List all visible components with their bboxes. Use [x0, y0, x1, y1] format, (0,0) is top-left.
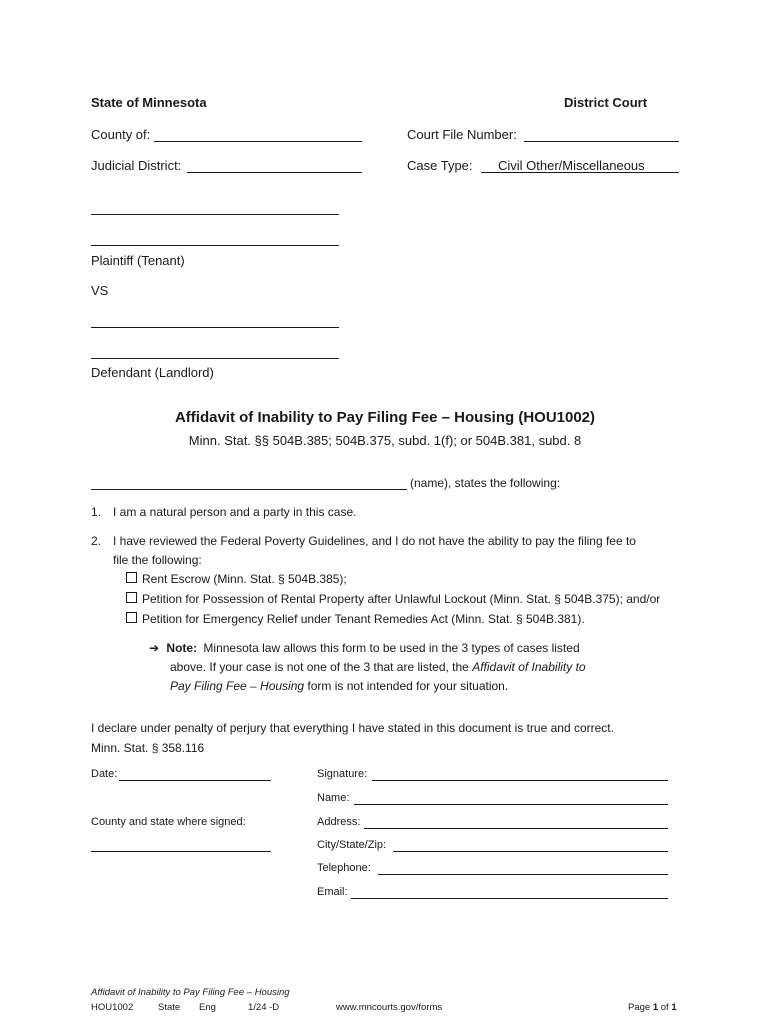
- note-line-1: [149, 641, 580, 655]
- signature-field[interactable]: [372, 780, 668, 781]
- footer-revision: 1/24 -D: [248, 1002, 280, 1013]
- name-label: Name:: [317, 792, 350, 804]
- county-label: County of:: [91, 127, 151, 142]
- email-label: Email:: [317, 886, 348, 898]
- item-1-number: 1.: [91, 505, 102, 519]
- city-state-zip-field[interactable]: [393, 851, 668, 852]
- county-state-signed-label: County and state where signed:: [91, 816, 246, 828]
- page-of: of: [658, 1002, 672, 1013]
- county-field[interactable]: [154, 141, 362, 142]
- court-file-number-label: Court File Number:: [407, 127, 517, 142]
- option-emergency-relief-label: Petition for Emergency Relief under Tenant Remedies Act (Minn. Stat. § 504B.381).: [142, 612, 585, 626]
- telephone-field[interactable]: [378, 874, 668, 875]
- state-heading: State of Minnesota: [91, 95, 207, 110]
- plaintiff-label: Plaintiff (Tenant): [91, 253, 185, 268]
- city-state-zip-label: City/State/Zip:: [317, 839, 387, 851]
- intro-text: (name), states the following:: [410, 476, 561, 490]
- date-label: Date:: [91, 768, 118, 780]
- affiant-name-field[interactable]: [91, 489, 407, 490]
- option-rent-escrow-label: Rent Escrow (Minn. Stat. § 504B.385);: [142, 572, 347, 586]
- county-state-signed-field[interactable]: [91, 851, 271, 852]
- footer-jurisdiction: State: [158, 1002, 181, 1013]
- form-title: Affidavit of Inability to Pay Filing Fee – Housing (HOU1002): [174, 409, 596, 426]
- note-line-3: [170, 679, 508, 693]
- name-field[interactable]: [354, 804, 668, 805]
- option-unlawful-lockout-label: Petition for Possession of Rental Property after Unlawful Lockout (Minn. Stat. § 504B.375); and/or: [142, 592, 661, 606]
- note-text-line-3: form is not intended for your situation.: [304, 679, 509, 693]
- defendant-line-2[interactable]: [91, 358, 339, 359]
- email-field[interactable]: [351, 898, 668, 899]
- defendant-label: Defendant (Landlord): [91, 365, 214, 380]
- case-type-label: Case Type:: [407, 158, 473, 173]
- note-text-line-2: above. If your case is not one of the 3 that are listed, the: [170, 660, 473, 674]
- judicial-district-field[interactable]: [187, 172, 362, 173]
- footer-form-code: HOU1002: [91, 1002, 134, 1013]
- note-form-name-part-1: Affidavit of Inability to: [472, 660, 586, 674]
- checkbox-unlawful-lockout[interactable]: [126, 592, 137, 603]
- item-1-text: I am a natural person and a party in this case.: [113, 505, 357, 519]
- checkbox-emergency-relief[interactable]: [126, 612, 137, 623]
- court-heading: District Court: [564, 95, 648, 110]
- footer-website: www.mncourts.gov/forms: [336, 1002, 443, 1013]
- date-field[interactable]: [119, 780, 271, 781]
- address-label: Address:: [317, 816, 361, 828]
- item-2-number: 2.: [91, 534, 102, 548]
- note-text-line-1: Minnesota law allows this form to be used in the 3 types of cases listed: [203, 641, 580, 655]
- plaintiff-line-1[interactable]: [91, 214, 339, 215]
- address-field[interactable]: [364, 828, 668, 829]
- declaration-text: I declare under penalty of perjury that everything I have stated in this document is true and correct.: [91, 721, 614, 735]
- judicial-district-label: Judicial District:: [91, 158, 182, 173]
- option-emergency-relief[interactable]: [126, 612, 585, 626]
- court-file-number-field[interactable]: [524, 141, 679, 142]
- signature-label: Signature:: [317, 768, 368, 780]
- arrow-right-icon: ➔: [149, 641, 160, 655]
- defendant-line-1[interactable]: [91, 327, 339, 328]
- page-total: 1: [671, 1002, 677, 1013]
- note-label: Note:: [166, 641, 198, 655]
- telephone-label: Telephone:: [317, 862, 371, 874]
- statute-reference: Minn. Stat. §§ 504B.385; 504B.375, subd. 1(f); or 504B.381, subd. 8: [188, 433, 582, 448]
- case-type-value: Civil Other/Miscellaneous: [498, 158, 645, 173]
- note-line-2: [170, 660, 586, 674]
- item-2-text-line-1: I have reviewed the Federal Poverty Guidelines, and I do not have the ability to pay the filing fee to: [113, 534, 636, 548]
- declaration-statute: Minn. Stat. § 358.116: [91, 741, 205, 755]
- versus-label: VS: [91, 283, 109, 298]
- plaintiff-line-2[interactable]: [91, 245, 339, 246]
- footer-page-number: [628, 1002, 677, 1013]
- footer-language: Eng: [199, 1002, 216, 1013]
- page-current: 1: [652, 1002, 659, 1013]
- checkbox-rent-escrow[interactable]: [126, 572, 137, 583]
- item-2-text-line-2: file the following:: [113, 553, 202, 567]
- option-rent-escrow[interactable]: [126, 572, 347, 586]
- footer-form-title: Affidavit of Inability to Pay Filing Fee – Housing: [91, 987, 290, 998]
- note-form-name-part-2: Pay Filing Fee – Housing: [170, 679, 305, 693]
- page-prefix: Page: [628, 1002, 653, 1013]
- option-unlawful-lockout[interactable]: [126, 592, 660, 606]
